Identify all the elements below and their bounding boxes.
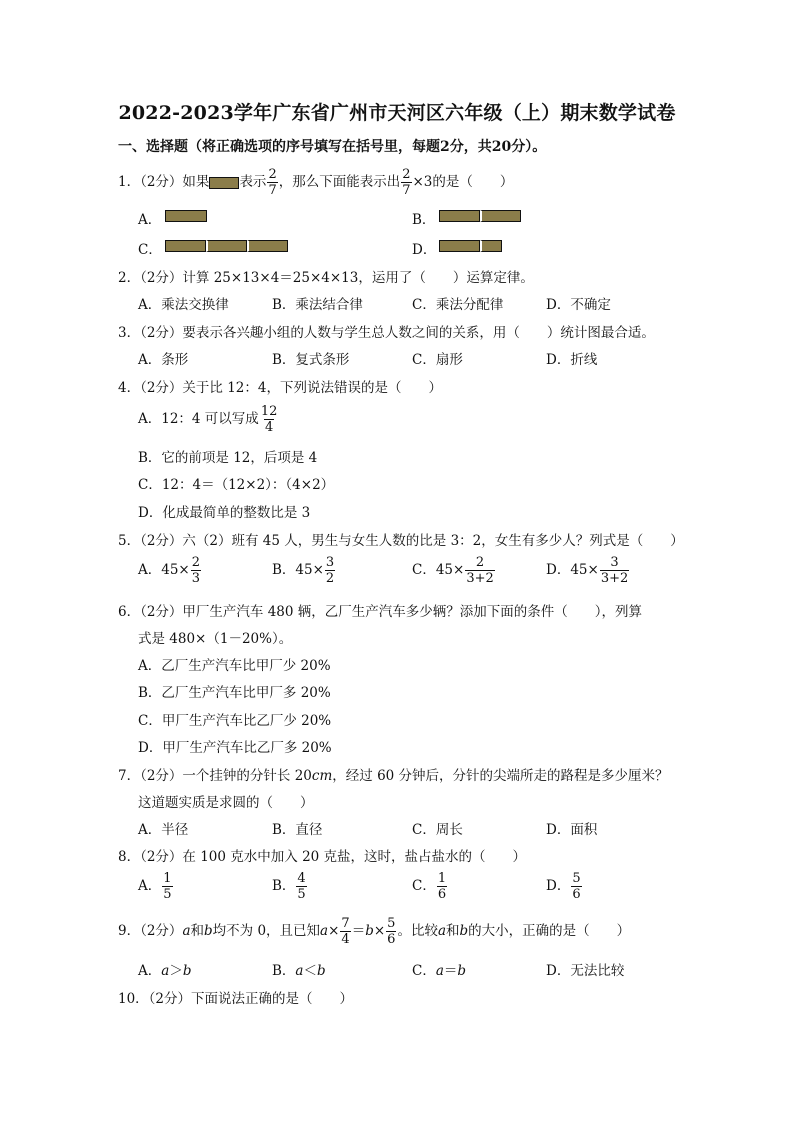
- q6-option-d[interactable]: D．甲厂生产汽车比乙厂多 20%: [138, 740, 332, 756]
- q1-mid2: ，那么下面能表示出: [278, 174, 401, 190]
- q1-mid: 表示: [239, 174, 267, 190]
- question-9-stem: 9．（2分）a和b均不为 0，且已知a× $\frac{7}{4}$ ＝b× $\frac{5}{6}$ 。比较a和b的大小，正确的是（ ）: [118, 916, 631, 947]
- q6-option-b[interactable]: B．乙厂生产汽车比甲厂多 20%: [138, 685, 331, 701]
- q8-option-b-fraction: $\frac{4}{5}$: [297, 871, 306, 902]
- q4-option-a-fraction: $\frac{12}{4}$: [260, 404, 278, 435]
- q6-option-a[interactable]: A．乙厂生产汽车比甲厂少 20%: [138, 658, 331, 674]
- q3-option-a[interactable]: A．条形: [138, 352, 189, 368]
- q4-option-b[interactable]: B．它的前项是 12，后项是 4: [138, 450, 318, 466]
- q9-option-c[interactable]: C．a＝b: [412, 963, 467, 979]
- q2-option-a[interactable]: A．乘法交换律: [138, 297, 229, 313]
- question-7-stem-line-1: 7．（2分）一个挂钟的分针长 20cm，经过 60 分钟后，分针的尖端所走的路程是多少厘米？: [118, 768, 669, 784]
- q5-option-d[interactable]: D．45× $\frac{3}{3+2}$: [546, 555, 629, 586]
- question-2-stem: 2．（2分）计算 25×13×4＝25×4×13，运用了（ ）运算定律。: [118, 270, 534, 286]
- q1-fraction-2: $\frac{2}{7}$: [402, 167, 411, 198]
- question-8-stem: 8．（2分）在 100 克水中加入 20 克盐，这时，盐占盐水的（ ）: [118, 849, 527, 865]
- q8-option-d-fraction: $\frac{5}{6}$: [572, 871, 581, 902]
- q5-option-d-fraction: $\frac{3}{3+2}$: [600, 555, 629, 586]
- q1-suffix: ×3的是（ ）: [412, 174, 514, 190]
- question-3-stem: 3．（2分）要表示各兴趣小组的人数与学生总人数之间的关系，用（ ）统计图最合适。: [118, 325, 655, 341]
- q7-option-c[interactable]: C．周长: [412, 822, 463, 838]
- q7-option-a[interactable]: A．半径: [138, 822, 189, 838]
- q9-fraction-2: $\frac{5}{6}$: [387, 916, 396, 947]
- q1-option-d-bar: [439, 240, 502, 252]
- question-10-stem: 10．（2分）下面说法正确的是（ ）: [118, 991, 354, 1007]
- q8-option-d[interactable]: D． $\frac{5}{6}$: [546, 871, 581, 902]
- q5-option-b[interactable]: B．45× $\frac{3}{2}$: [272, 555, 335, 586]
- q4-option-d[interactable]: D．化成最简单的整数比是 3: [138, 505, 311, 521]
- question-6-stem-line-1: 6．（2分）甲厂生产汽车 480 辆，乙厂生产汽车多少辆？添加下面的条件（ ），列算: [118, 604, 643, 620]
- q7-unit: cm: [311, 768, 333, 784]
- q7-option-d[interactable]: D．面积: [546, 822, 598, 838]
- question-4-stem: 4．（2分）关于比 12：4，下列说法错误的是（ ）: [118, 380, 442, 396]
- q1-option-c-bar: [165, 240, 288, 252]
- q5-option-c-fraction: $\frac{2}{3+2}$: [466, 555, 494, 586]
- q1-prefix: 1．（2分）如果: [118, 174, 210, 190]
- q3-option-c[interactable]: C．扇形: [412, 352, 463, 368]
- q7-option-b[interactable]: B．直径: [272, 822, 323, 838]
- q1-option-a-label[interactable]: A．: [138, 212, 162, 228]
- q1-option-a-bar: [165, 210, 207, 222]
- q6-option-c[interactable]: C．甲厂生产汽车比乙厂少 20%: [138, 713, 332, 729]
- q5-option-b-fraction: $\frac{3}{2}$: [325, 555, 335, 586]
- q2-option-d[interactable]: D．不确定: [546, 297, 611, 313]
- page-title: 2022-2023学年广东省广州市天河区六年级（上）期末数学试卷: [118, 102, 676, 124]
- q8-option-c[interactable]: C． $\frac{1}{6}$: [412, 871, 447, 902]
- q3-option-b[interactable]: B．复式条形: [272, 352, 350, 368]
- section-heading: 一、选择题（将正确选项的序号填写在括号里，每题2分，共20分）。: [118, 139, 547, 155]
- q5-option-a[interactable]: A．45× $\frac{2}{3}$: [138, 555, 201, 586]
- q8-option-a-fraction: $\frac{1}{5}$: [163, 871, 172, 902]
- question-5-stem: 5．（2分）六（2）班有 45 人，男生与女生人数的比是 3：2，女生有多少人？列式是（ ）: [118, 533, 684, 549]
- q8-option-a[interactable]: A． $\frac{1}{5}$: [138, 871, 172, 902]
- q1-option-b-bar: [439, 210, 521, 222]
- q9-option-b[interactable]: B．a＜b: [272, 963, 326, 979]
- q9-option-d[interactable]: D．无法比较: [546, 963, 625, 979]
- q1-option-c-label[interactable]: C．: [138, 242, 162, 258]
- question-7-stem-line-2: 这道题实质是求圆的（ ）: [138, 795, 314, 811]
- question-6-stem-line-2: 式是 480×（1－20%）。: [138, 631, 293, 647]
- q2-option-b[interactable]: B．乘法结合律: [272, 297, 363, 313]
- q2-option-c[interactable]: C．乘法分配律: [412, 297, 504, 313]
- q3-option-d[interactable]: D．折线: [546, 352, 598, 368]
- q5-option-a-fraction: $\frac{2}{3}$: [191, 555, 201, 586]
- q8-option-b[interactable]: B． $\frac{4}{5}$: [272, 871, 306, 902]
- q9-option-a[interactable]: A．a＞b: [138, 963, 192, 979]
- q4-option-a[interactable]: A．12：4 可以写成 $\frac{12}{4}$: [138, 404, 278, 435]
- q8-option-c-fraction: $\frac{1}{6}$: [437, 871, 447, 902]
- q1-stem-bar: [209, 177, 239, 189]
- q9-fraction-1: $\frac{7}{4}$: [341, 916, 350, 947]
- q4-option-c[interactable]: C．12：4＝（12×2）：（4×2）: [138, 477, 335, 493]
- question-1-stem: [118, 168, 513, 197]
- q5-option-c[interactable]: C．45× $\frac{2}{3+2}$: [412, 555, 494, 586]
- q1-fraction-1: $\frac{2}{7}$: [268, 167, 277, 198]
- q1-option-b-label[interactable]: B．: [412, 212, 436, 228]
- q1-option-d-label[interactable]: D．: [412, 242, 437, 258]
